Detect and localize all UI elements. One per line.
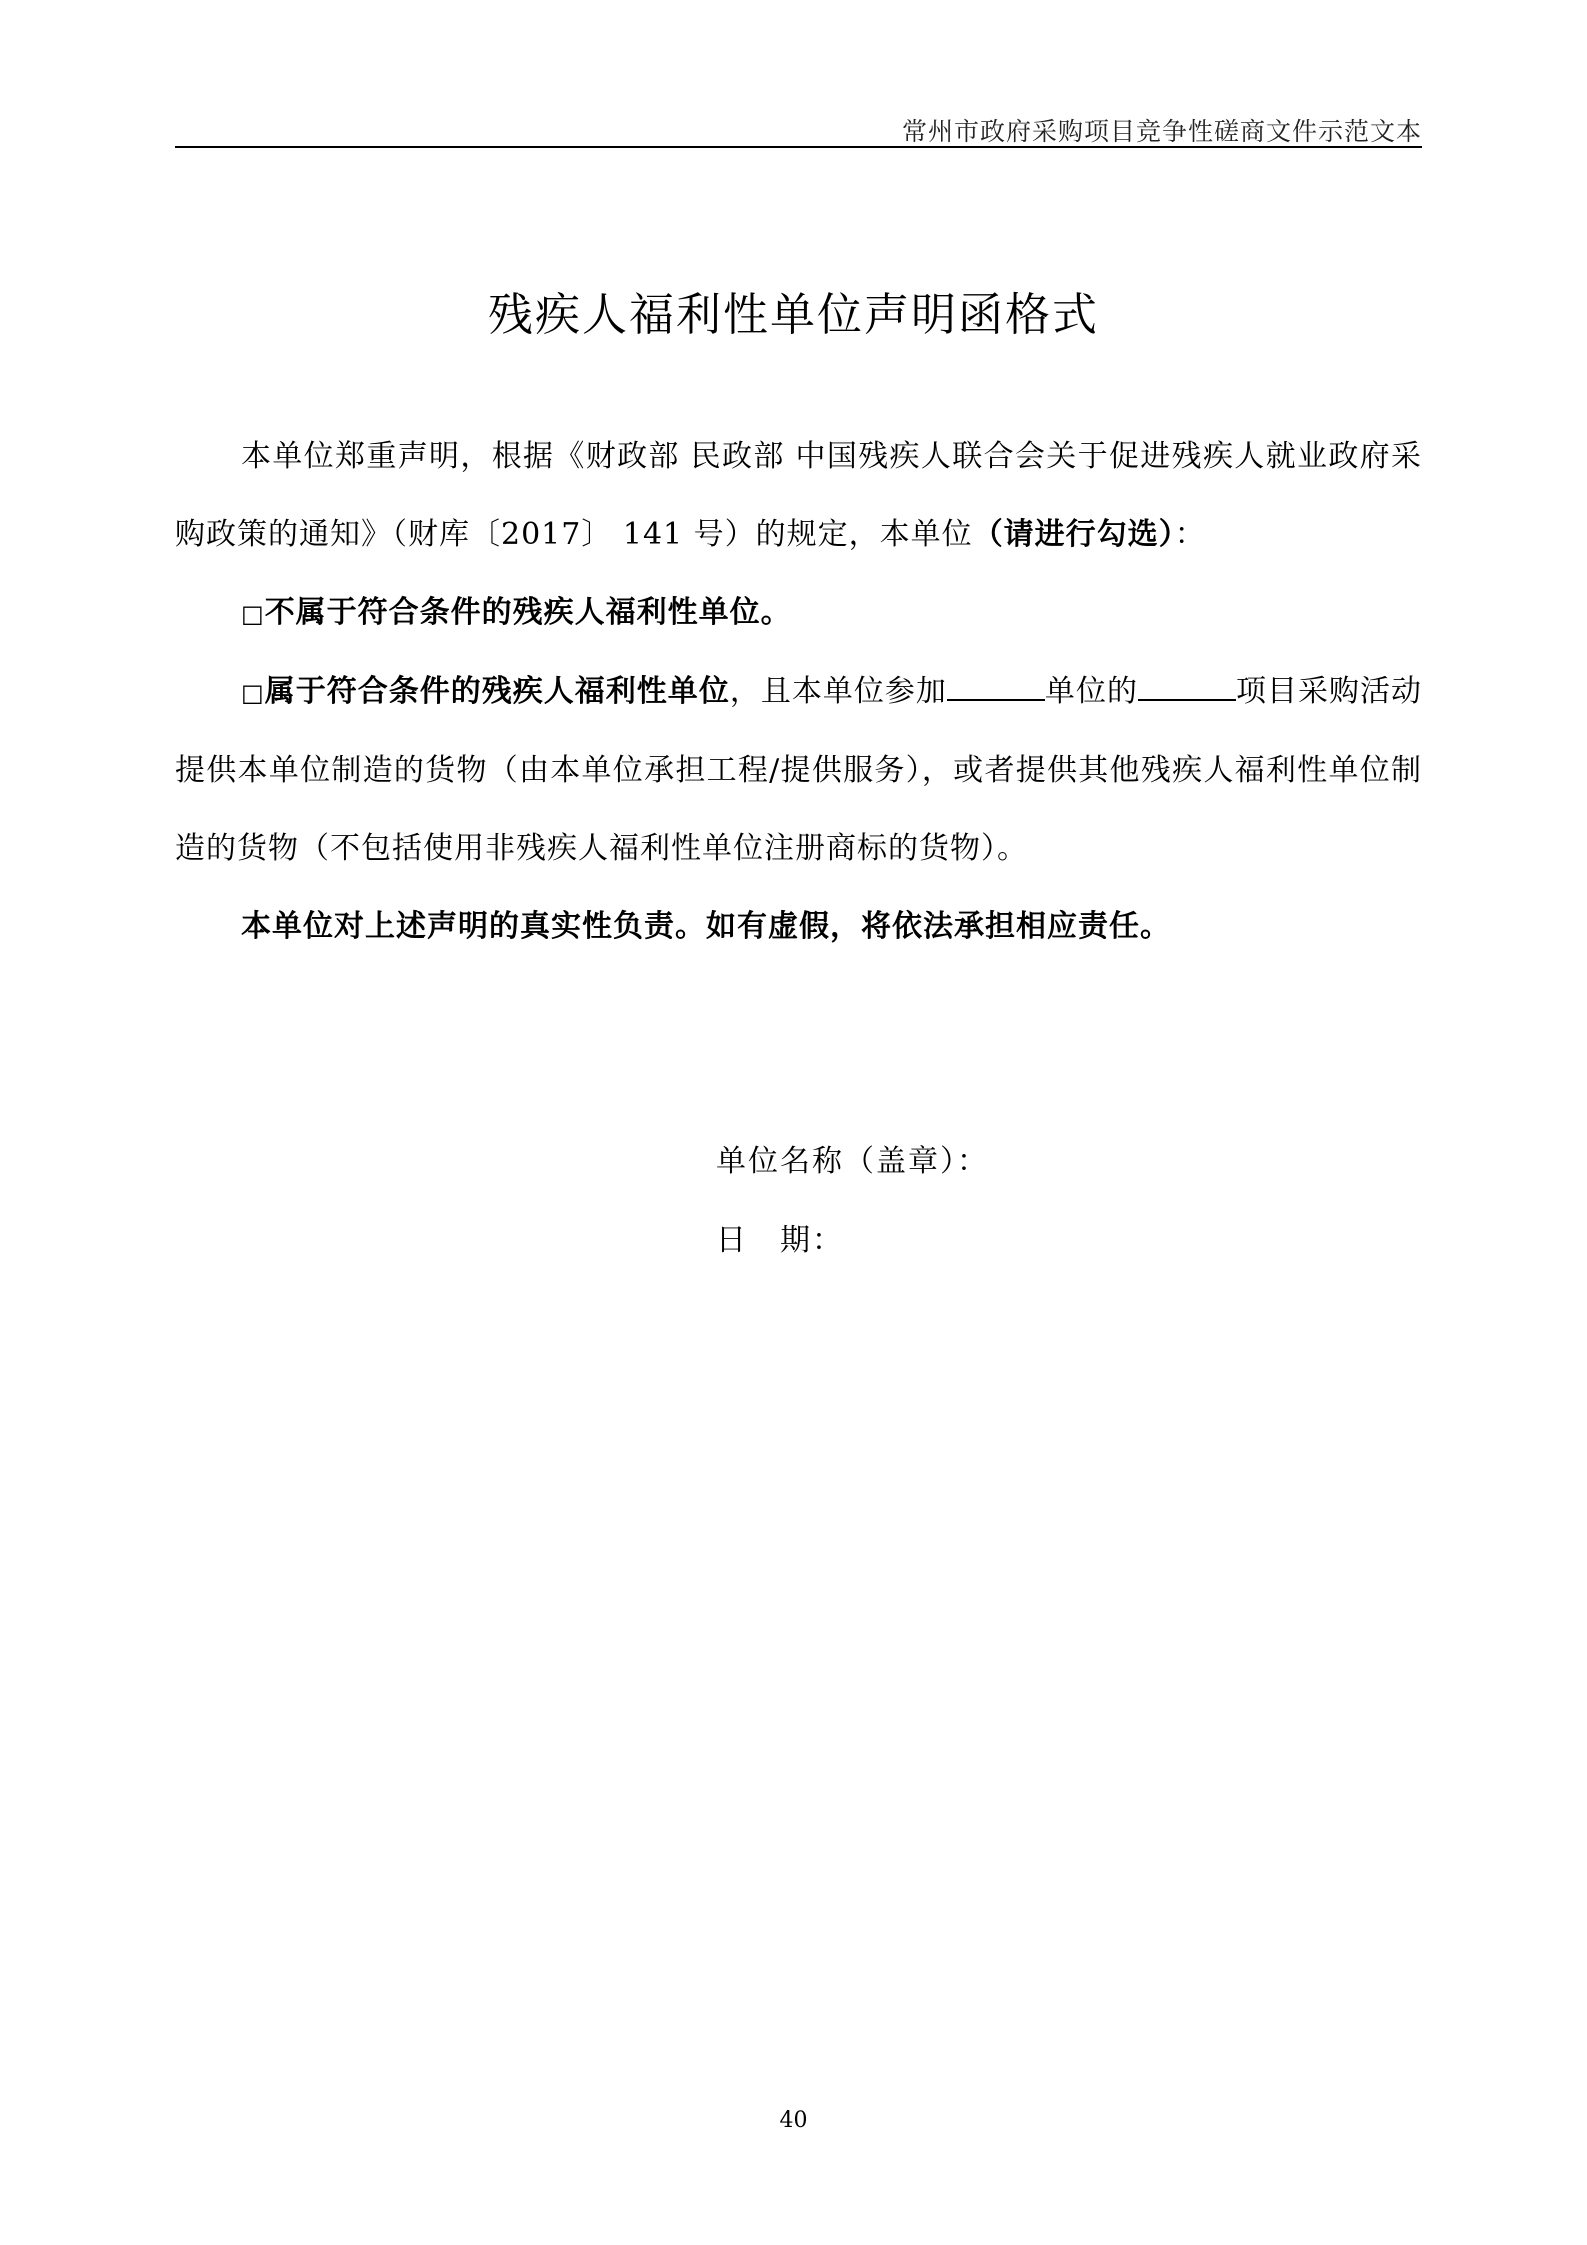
project-blank-line[interactable]	[1138, 675, 1236, 701]
header-divider	[175, 146, 1422, 148]
checkbox-not-qualified[interactable]: □	[241, 600, 265, 628]
page-title: 残疾人福利性单位声明函格式	[487, 288, 1099, 341]
page-number: 40	[779, 2108, 808, 2133]
statement-intro	[175, 418, 1422, 574]
date-label: 日 期：	[716, 1223, 844, 1258]
option-qualified	[175, 653, 1422, 888]
option-qualified-text-a: ，且本单位参加	[729, 674, 947, 709]
running-header: 常州市政府采购项目竞争性磋商文件示范文本	[901, 117, 1422, 146]
option-qualified-text-c: 项目采购活动提供本单位制造的货物（由本单位承担工程/提供服务），或者提供其他残疾人福利性单位制造的货物（不包括使用非残疾人福利性单位注册商标的货物）。	[175, 674, 1423, 866]
option-qualified-bold: 属于符合条件的残疾人福利性单位	[264, 674, 730, 709]
statement-body	[175, 418, 1422, 966]
unit-name-label: 单位名称（盖章）：	[716, 1144, 989, 1179]
intro-instruction: （请进行勾选）	[972, 517, 1175, 552]
option-not-qualified-text: 不属于符合条件的残疾人福利性单位。	[264, 595, 792, 630]
checkbox-qualified[interactable]: □	[241, 679, 265, 707]
option-qualified-text-b: 单位的	[1044, 674, 1138, 709]
option-not-qualified	[175, 574, 1422, 653]
unit-blank-line[interactable]	[947, 675, 1045, 701]
responsibility-statement: 本单位对上述声明的真实性负责。如有虚假，将依法承担相应责任。	[241, 909, 1171, 944]
intro-colon: ：	[1174, 517, 1206, 552]
intro-text: 本单位郑重声明，根据《财政部 民政部 中国残疾人联合会关于促进残疾人就业政府采购政策的通知》（财库〔2017〕 141 号）的规定，本单位	[175, 439, 1422, 552]
